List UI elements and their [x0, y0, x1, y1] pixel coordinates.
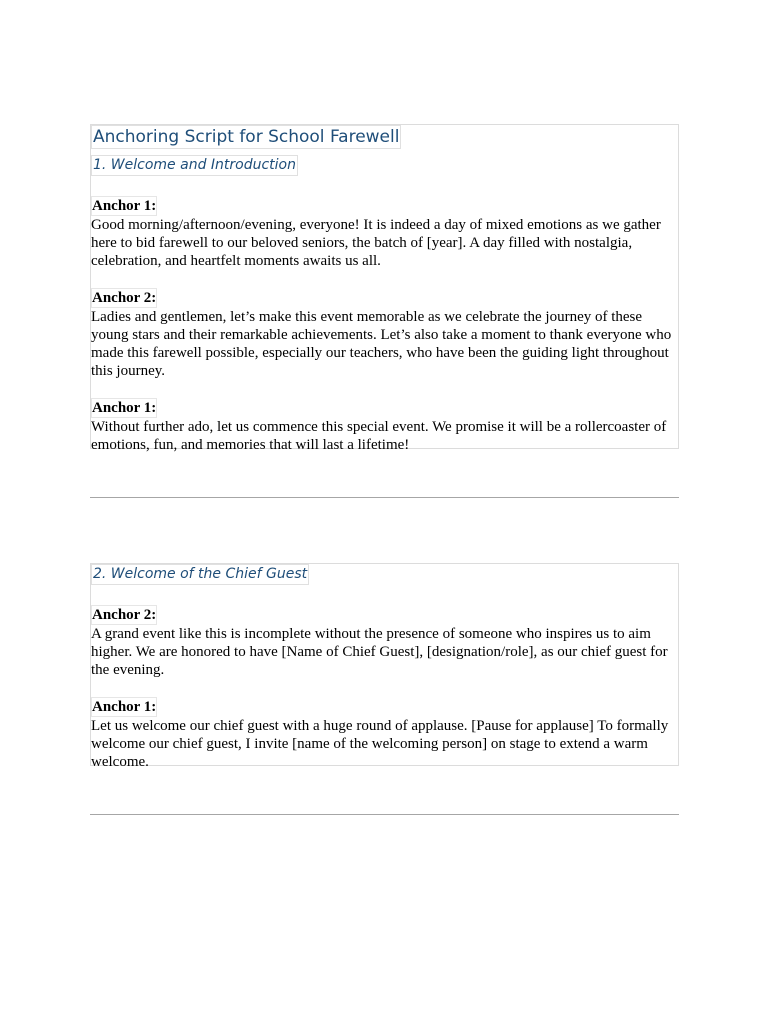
section-heading: 1. Welcome and Introduction [91, 155, 298, 176]
section-welcome-introduction [90, 124, 679, 453]
dialogue-turn [91, 288, 678, 380]
dialogue-turn [91, 398, 678, 454]
speech-text: Good morning/afternoon/evening, everyone! It is indeed a day of mixed emotions as we gather here to bid farewell to our beloved seniors, the batch of [year]. A day filled with nostalgia, celebration, and heartfelt moments awaits us all. [91, 217, 661, 269]
title-row [91, 125, 678, 149]
section-heading-row [91, 155, 678, 176]
speech-text: Ladies and gentlemen, let’s make this event memorable as we celebrate the journey of these young stars and their remarkable achievements. Let’s also take a moment to thank everyone who made this farewell possible, especially our teachers, who have been the guiding light throughout this journey. [91, 309, 672, 379]
section-heading: 2. Welcome of the Chief Guest [91, 564, 309, 585]
section-divider [90, 814, 679, 815]
speaker-label: Anchor 1: [92, 198, 157, 214]
speaker-label: Anchor 2: [92, 290, 157, 306]
section-divider [90, 497, 679, 498]
dialogue-turn [91, 605, 678, 679]
speech-text: A grand event like this is incomplete without the presence of someone who inspires us to aim higher. We are honored to have [Name of Chief Guest], [designation/role], as our chief guest for the evening. [91, 626, 668, 678]
speaker-label: Anchor 1: [92, 699, 157, 715]
section-chief-guest [90, 563, 679, 770]
speaker-label: Anchor 2: [92, 607, 157, 623]
speaker-label: Anchor 1: [92, 400, 157, 416]
document-title: Anchoring Script for School Farewell [93, 127, 400, 147]
section-heading-row [91, 564, 678, 585]
speech-text: Let us welcome our chief guest with a huge round of applause. [Pause for applause] To formally welcome our chief guest, I invite [name of the welcoming person] on stage to extend a warm welcome. [91, 718, 669, 770]
dialogue-turn [91, 697, 678, 771]
dialogue-turn [91, 196, 678, 270]
speech-text: Without further ado, let us commence this special event. We promise it will be a rollercoaster of emotions, fun, and memories that will last a lifetime! [91, 419, 667, 453]
